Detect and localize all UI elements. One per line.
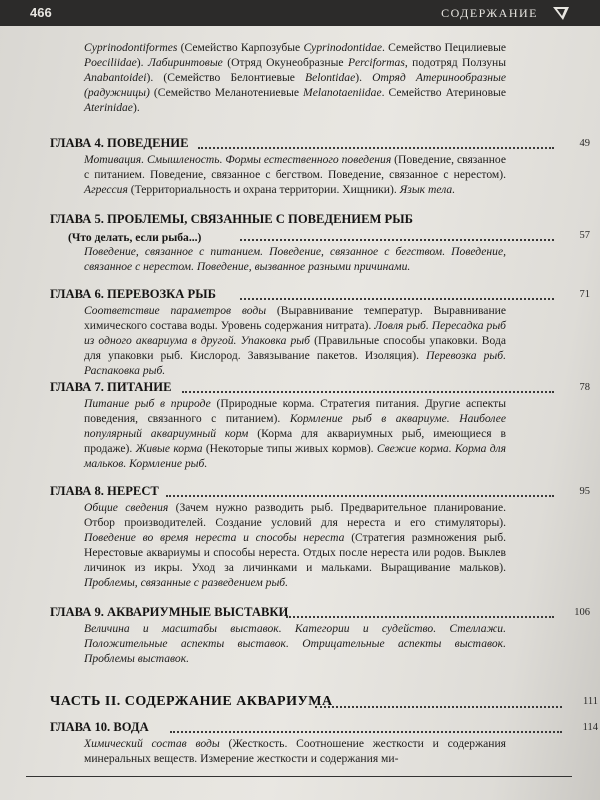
toc-entry-chapter-4[interactable]: [50, 136, 598, 197]
chapter-title: ГЛАВА 8. НЕРЕСТ: [50, 484, 159, 498]
chapter-page: 49: [579, 138, 590, 149]
publisher-logo-icon: [552, 5, 570, 21]
leader-dots: [286, 616, 554, 618]
chapter-description: Питание рыб в природе (Природные корма. Стратегия питания. Другие аспекты поведения, связанного с питанием). Кормление рыб в аквариуме. Наиболее популярный аквариумный корм (Корма для аквариумных рыб, имеющиеся в продаже). Живые корма (Некоторые типы живых кормов). Свежие корма. Корма для мальков. Кормление рыб.: [84, 397, 507, 470]
chapter-description: Мотивация. Смышленость. Формы естественного поведения (Поведение, связанное с питанием. Поведение, связанное с бегством. Поведение, связанное с нерестом). Агрессия (Территориальность и охрана территории. Хищники). Язык тела.: [84, 153, 506, 196]
chapter-description: Общие сведения (Зачем нужно разводить рыб. Предварительное планирование. Отбор производителей. Создание условий для нереста и его стимуляторы). Поведение во время нереста и способы нереста (Стратегия размножения рыб. Нерестовые аквариумы и способы нереста. Отдых после нереста или родов. Выклев личинок из икры. Уход за личинками и мальками. Выращивание мальков). Проблемы, связанные с разведением рыб.: [84, 501, 506, 589]
chapter-title: ГЛАВА 7. ПИТАНИЕ: [50, 380, 172, 394]
chapter-page: 106: [574, 607, 590, 618]
chapter-description: Химический состав воды (Жесткость. Соотношение жесткости и содержания минеральных веществ. Измерение жесткости и содержания ми-: [84, 737, 506, 765]
part-page: 111: [583, 696, 598, 707]
chapter-title: ГЛАВА 9. АКВАРИУМНЫЕ ВЫСТАВКИ: [50, 605, 289, 619]
leader-dots: [240, 239, 554, 241]
toc-entry-chapter-8[interactable]: [50, 484, 598, 590]
bottom-rule: [26, 776, 572, 777]
chapter-subtitle: (Что делать, если рыба...): [68, 231, 202, 244]
leader-dots: [170, 731, 562, 733]
chapter-description: Поведение, связанное с питанием. Поведение, связанное с бегством. Поведение, связанное с нерестом. Поведение, вызванное разными причинами.: [84, 245, 506, 273]
chapter-page: 57: [579, 230, 590, 241]
running-title: СОДЕРЖАНИЕ: [441, 6, 538, 20]
chapter-page: 78: [579, 382, 590, 393]
leader-dots: [315, 706, 562, 708]
part-title: ЧАСТЬ II. СОДЕРЖАНИЕ АКВАРИУМА: [50, 694, 333, 709]
page-number: 466: [30, 5, 52, 20]
chapter-description: Величина и масштабы выставок. Категории и судейство. Стеллажи. Положительные аспекты выставок. Отрицательные аспекты выставок. Проблемы выставок.: [84, 622, 506, 665]
leader-dots: [182, 391, 554, 393]
chapter-title: ГЛАВА 5. ПРОБЛЕМЫ, СВЯЗАННЫЕ С ПОВЕДЕНИЕМ РЫБ: [50, 212, 413, 226]
intro-block: [50, 40, 598, 115]
toc-entry-chapter-7[interactable]: [50, 380, 598, 471]
chapter-page: 95: [579, 486, 590, 497]
leader-dots: [198, 147, 554, 149]
chapter-page: 71: [579, 289, 590, 300]
running-header: [0, 0, 600, 26]
toc-entry-chapter-9[interactable]: [50, 605, 598, 666]
chapter-title: ГЛАВА 10. ВОДА: [50, 720, 149, 734]
toc-entry-chapter-10[interactable]: [50, 720, 598, 766]
chapter-title: ГЛАВА 6. ПЕРЕВОЗКА РЫБ: [50, 287, 216, 301]
leader-dots: [166, 495, 554, 497]
leader-dots: [240, 298, 554, 300]
chapter-description: Соответствие параметров воды (Выравнивание температур. Выравнивание химического состава воды. Уровень содержания нитрата). Ловля рыб. Пересадка рыб из одного аквариума в другой. Упаковка рыб (Правильные способы упаковки. Вода для упаковки рыб. Кислород. Завязывание пакетов. Изоляция). Перевозка рыб. Распаковка рыб.: [84, 304, 507, 377]
intro-text: Cyprinodontiformes (Семейство Карпозубые Cyprinodontidae. Семейство Пецилиевые Poeciliidae). Лабиринтовые (Отряд Окунеобразные Perciformas, подотряд Ползуны Anabantoidei). (Семейство Белонтиевые Belontidae). Отряд Атеринообразные (радужницы) (Семейство Меланотениевые Melanotaeniidae. Семейство Атериновые Aterinidae).: [84, 41, 506, 114]
toc-entry-chapter-6[interactable]: [50, 287, 598, 378]
chapter-page: 114: [582, 722, 598, 733]
toc-entry-chapter-5[interactable]: [50, 212, 598, 274]
chapter-title: ГЛАВА 4. ПОВЕДЕНИЕ: [50, 136, 189, 150]
toc-entry-part-2[interactable]: [50, 694, 598, 712]
